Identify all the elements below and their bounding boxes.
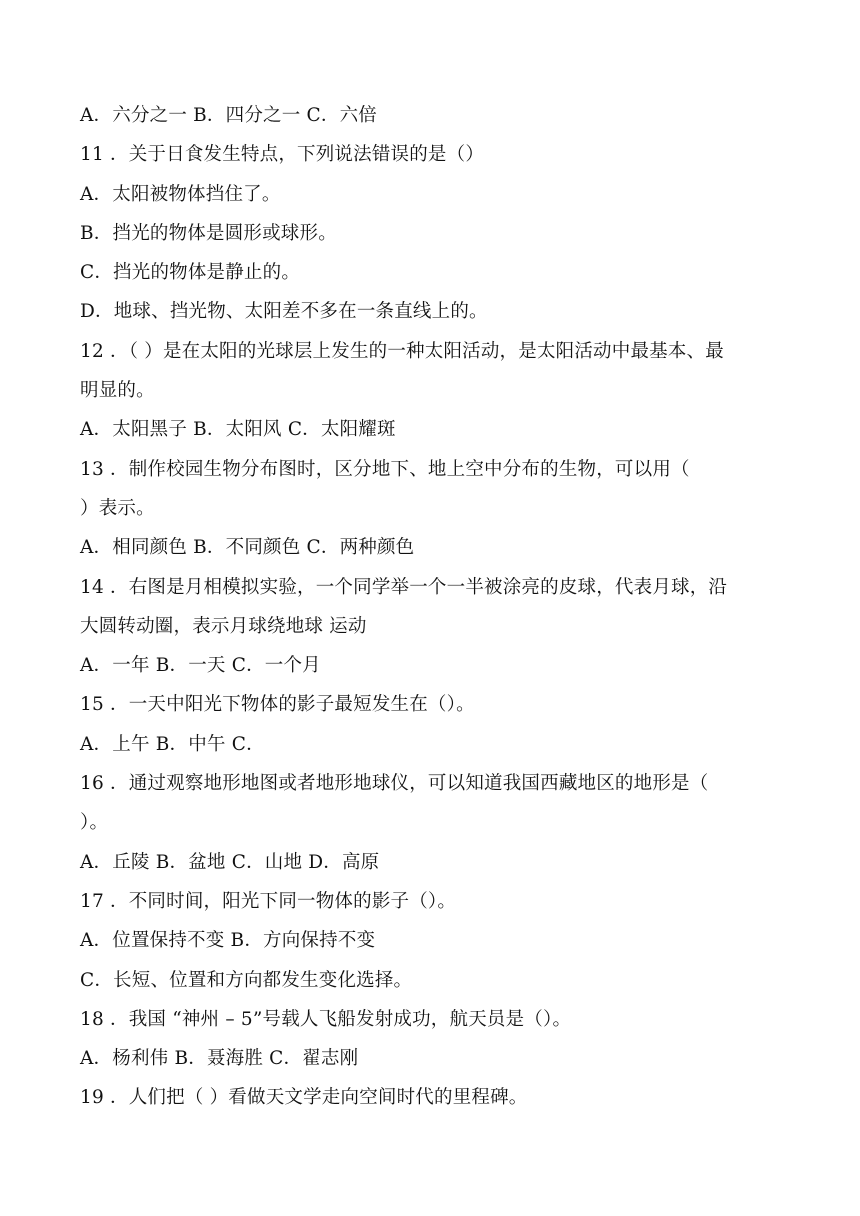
option-line: B．挡光的物体是圆形或球形。 (80, 222, 337, 244)
option-line: A．太阳黑子 B．太阳风 C．太阳耀斑 (80, 419, 396, 441)
document-body (80, 96, 790, 1118)
option-line: A．丘陵 B．盆地 C．山地 D．高原 (80, 851, 380, 873)
option-line: A．位置保持不变 B．方向保持不变 (80, 930, 376, 952)
option-line: A．上午 B．中午 C． (80, 733, 265, 755)
question-12: 12 ．（ ）是在太阳的光球层上发生的一种太阳活动，是太阳活动中最基本、最 (80, 340, 724, 362)
question-15: 15 ．一天中阳光下物体的影子最短发生在（）。 (80, 694, 475, 716)
option-line: A．一年 B．一天 C．一个月 (80, 655, 321, 677)
question-17: 17 ．不同时间，阳光下同一物体的影子（）。 (80, 890, 457, 912)
question-14: 14 ．右图是月相模拟实验，一个同学举一个一半被涂亮的皮球，代表月球，沿 (80, 576, 728, 598)
question-16: 16 ．通过观察地形地图或者地形地球仪，可以知道我国西藏地区的地形是（ (80, 773, 709, 795)
question-11: 11 ．关于日食发生特点，下列说法错误的是（） (80, 144, 485, 166)
option-line: A．相同颜色 B．不同颜色 C．两种颜色 (80, 537, 415, 559)
text-line: A．六分之一 B．四分之一 C．六倍 (80, 105, 377, 126)
question-16-continued: ）。 (80, 812, 109, 834)
option-line: C．长短、位置和方向都发生变化选择。 (80, 969, 413, 991)
option-line: A．杨利伟 B．聂海胜 C．翟志刚 (80, 1048, 359, 1070)
option-line: A．太阳被物体挡住了。 (80, 183, 281, 205)
option-line: C．挡光的物体是静止的。 (80, 262, 301, 284)
question-19: 19 ．人们把（ ）看做天文学走向空间时代的里程碑。 (80, 1087, 528, 1109)
question-13-continued: ）表示。 (80, 497, 155, 519)
question-12-continued: 明显的。 (80, 380, 155, 402)
question-18: 18 ．我国 “神州 – 5”号载人飞船发射成功，航天员是（）。 (80, 1008, 572, 1030)
question-13: 13 ．制作校园生物分布图时，区分地下、地上空中分布的生物，可以用（ (80, 458, 690, 480)
option-line: D．地球、挡光物、太阳差不多在一条直线上的。 (80, 301, 488, 323)
question-14-continued: 大圆转动圈，表示月球绕地球 运动 (80, 615, 367, 637)
